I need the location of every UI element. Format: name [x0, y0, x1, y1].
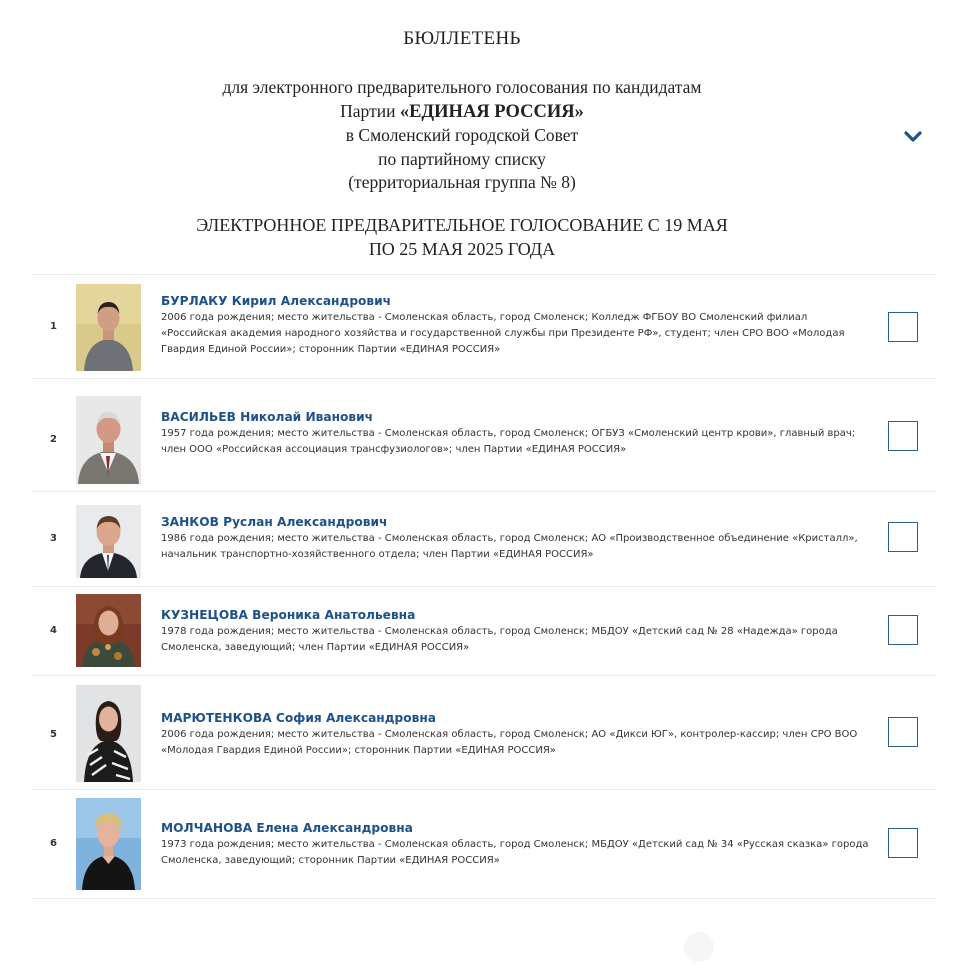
voting-dates-line-1: ЭЛЕКТРОННОЕ ПРЕДВАРИТЕЛЬНОЕ ГОЛОСОВАНИЕ С 19 МАЯ — [196, 215, 728, 235]
candidate-number: 5 — [50, 729, 57, 740]
party-prefix: Партии — [340, 100, 400, 121]
candidate-row — [32, 675, 936, 790]
candidate-photo — [76, 685, 141, 782]
candidate-row — [32, 491, 936, 587]
candidate-row — [32, 586, 936, 676]
candidate-photo — [76, 594, 141, 667]
candidate-name: ЗАНКОВ Руслан Александрович — [161, 515, 388, 529]
voting-dates — [0, 214, 924, 261]
candidate-info — [161, 293, 873, 358]
candidate-row — [32, 789, 936, 899]
candidate-photo — [76, 505, 141, 578]
candidate-checkbox[interactable] — [888, 522, 918, 552]
voting-dates-line-2: ПО 25 МАЯ 2025 ГОДА — [368, 238, 556, 259]
candidate-checkbox[interactable] — [888, 828, 918, 858]
party-name: «ЕДИНАЯ РОССИЯ» — [399, 101, 584, 122]
candidate-description: 2006 года рождения; место жительства - Смоленская область, город Смоленск; Колледж ФГБОУ ВО Смоленский филиал «Российская академия народного хозяйства и государственной службы при Президенте РФ», студент; член СРО ВОО «Молодая Гвардия Единой России»; сторонник Партии «ЕДИНАЯ РОССИЯ» — [161, 312, 845, 355]
candidate-description: 1973 года рождения; место жительства - Смоленская область, город Смоленск; МБДОУ «Детский сад № 34 «Русская сказка» города Смоленска, заведующий; сторонник Партии «ЕДИНАЯ РОССИЯ» — [161, 839, 869, 866]
candidate-photo — [76, 396, 141, 484]
candidate-description: 1957 года рождения; место жительства - Смоленская область, город Смоленск; ОГБУЗ «Смоленский центр крови», главный врач; член ООО «Российская ассоциация трансфузиологов»; член Партии «ЕДИНАЯ РОССИЯ» — [161, 428, 856, 455]
ballot-title: БЮЛЛЕТЕНЬ — [403, 28, 521, 49]
candidate-photo — [76, 284, 141, 371]
candidate-info — [161, 710, 873, 759]
candidate-name: БУРЛАКУ Кирил Александрович — [161, 294, 392, 308]
candidate-info — [161, 409, 873, 458]
candidate-info — [161, 820, 873, 869]
subtitle-line-5: (территориальная группа № 8) — [348, 172, 576, 192]
subtitle-line-4: по партийному списку — [378, 148, 546, 169]
ballot-subtitle — [0, 76, 924, 195]
candidate-row — [32, 274, 936, 379]
subtitle-line-3: в Смоленский городской Совет — [345, 125, 579, 145]
candidate-checkbox[interactable] — [888, 717, 918, 747]
candidate-info — [161, 607, 873, 656]
candidate-number: 1 — [50, 321, 57, 332]
chevron-down-icon[interactable] — [902, 126, 924, 148]
candidate-info — [161, 514, 873, 563]
candidate-number: 4 — [50, 625, 57, 636]
subtitle-line-1: для электронного предварительного голосования по кандидатам — [222, 77, 702, 97]
candidate-name: КУЗНЕЦОВА Вероника Анатольевна — [161, 608, 416, 622]
candidate-row — [32, 378, 936, 492]
candidate-checkbox[interactable] — [888, 312, 918, 342]
candidate-number: 6 — [50, 838, 57, 849]
candidate-name: ВАСИЛЬЕВ Николай Иванович — [161, 410, 374, 424]
candidate-description: 2006 года рождения; место жительства - Смоленская область, город Смоленск; АО «Дикси ЮГ», контролер-кассир; член СРО ВОО «Молодая Гвардия Единой России»; сторонник Партии «ЕДИНАЯ РОССИЯ» — [161, 729, 858, 756]
candidate-description: 1978 года рождения; место жительства - Смоленская область, город Смоленск; МБДОУ «Детский сад № 28 «Надежда» города Смоленска, заведующий; член Партии «ЕДИНАЯ РОССИЯ» — [161, 626, 838, 653]
candidate-number: 3 — [50, 533, 57, 544]
candidate-name: МОЛЧАНОВА Елена Александровна — [161, 821, 413, 835]
candidate-name: МАРЮТЕНКОВА София Александровна — [161, 711, 437, 725]
candidate-checkbox[interactable] — [888, 421, 918, 451]
candidate-photo — [76, 798, 141, 890]
subtitle-line-2 — [0, 100, 924, 125]
candidate-checkbox[interactable] — [888, 615, 918, 645]
candidate-description: 1986 года рождения; место жительства - Смоленская область, город Смоленск; АО «Производственное объединение «Кристалл», начальник транспортно-хозяйственного отдела; член Партии «ЕДИНАЯ РОССИЯ» — [161, 533, 858, 560]
candidate-number: 2 — [50, 434, 57, 445]
scroll-indicator — [684, 932, 714, 962]
